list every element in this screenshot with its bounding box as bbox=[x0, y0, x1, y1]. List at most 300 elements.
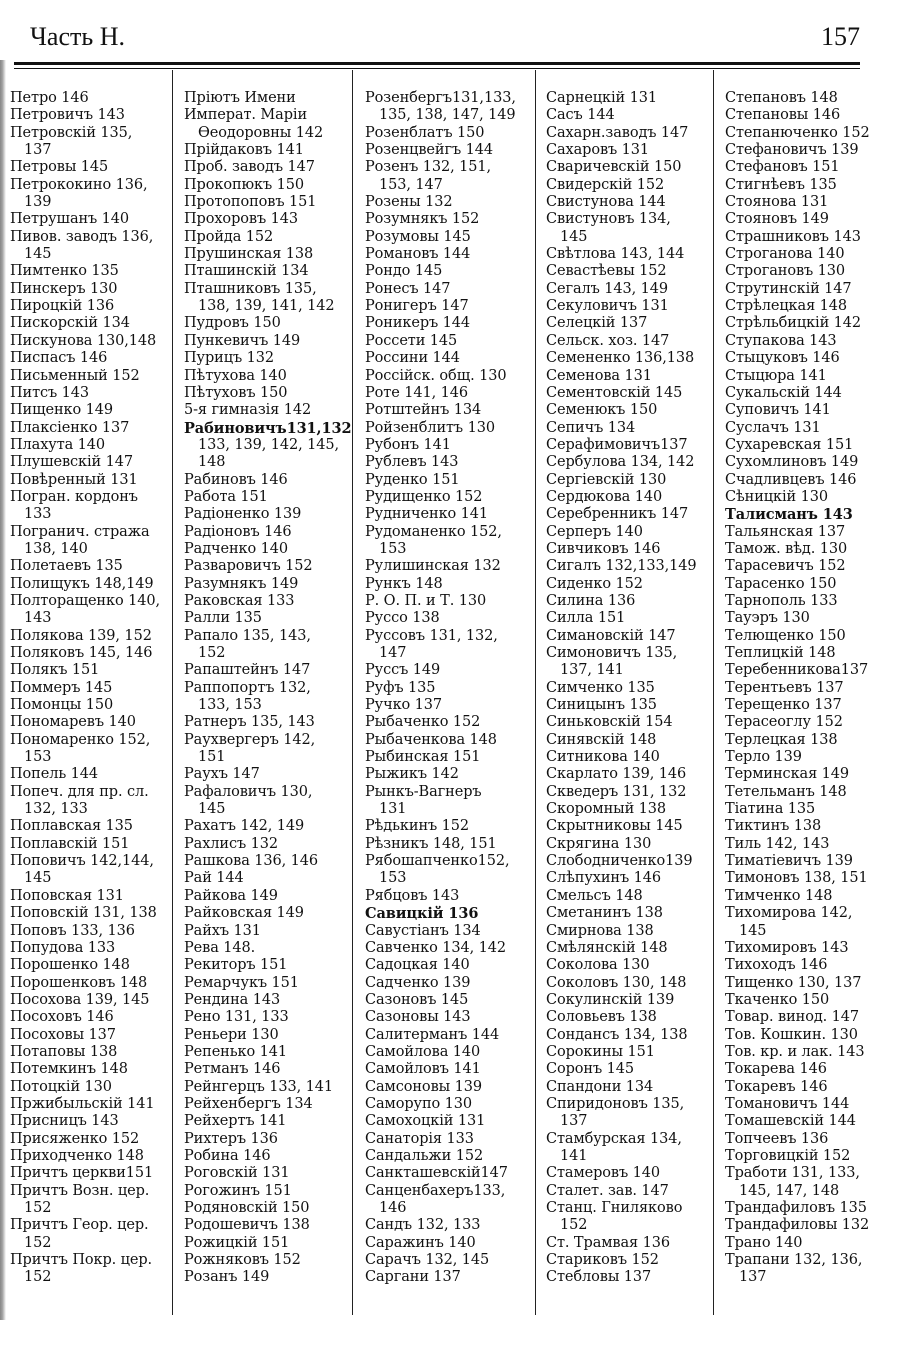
index-entry: 152 bbox=[560, 1217, 588, 1234]
index-entry: Ротштейнъ 134 bbox=[365, 402, 482, 419]
index-entry: Причтъ Геор. цер. bbox=[10, 1217, 149, 1234]
index-entry: Плушевскій 147 bbox=[10, 454, 133, 471]
index-entry: Тарнополь 133 bbox=[725, 592, 838, 609]
index-entry: Трано 140 bbox=[725, 1234, 803, 1251]
index-entry: Погранич. стража bbox=[10, 523, 150, 540]
index-entry: 139 bbox=[24, 194, 52, 211]
index-entry: Саргани 137 bbox=[365, 1269, 461, 1286]
index-entry: Ступакова 143 bbox=[725, 332, 837, 349]
index-entry: Смирнова 138 bbox=[546, 922, 654, 939]
index-entry: Садоцкая 140 bbox=[365, 957, 470, 974]
index-entry: Скрягина 130 bbox=[546, 835, 652, 852]
index-entry: Серебренникъ 147 bbox=[546, 506, 689, 523]
header-rule-thick bbox=[14, 62, 860, 65]
index-entry: 153 bbox=[379, 540, 407, 557]
index-entry: Сементовскій 145 bbox=[546, 384, 683, 401]
index-entry: Сербулова 134, 142 bbox=[546, 454, 695, 471]
index-entry: Петровичъ 143 bbox=[10, 107, 125, 124]
index-entry: Радіоновъ 146 bbox=[184, 523, 292, 540]
index-entry: Ройзенблитъ 130 bbox=[365, 419, 495, 436]
index-entry: Симоновичъ 135, bbox=[546, 645, 678, 661]
index-entry: Терещенко 137 bbox=[725, 697, 842, 714]
index-entry: Петровы 145 bbox=[10, 159, 109, 176]
index-entry: Ремарчукъ 151 bbox=[184, 974, 299, 991]
index-entry: Посохова 139, 145 bbox=[10, 991, 150, 1008]
index-entry: 145 bbox=[24, 870, 52, 887]
index-entry: Сталет. зав. 147 bbox=[546, 1182, 669, 1199]
index-entry: Разумнякъ 149 bbox=[184, 575, 299, 592]
index-entry: Причтъ Возн. цер. bbox=[10, 1182, 150, 1199]
index-entry: Савустіанъ 134 bbox=[365, 922, 481, 939]
index-entry: 132, 133 bbox=[24, 801, 88, 818]
index-entry: Серафимовичъ137 bbox=[546, 436, 688, 453]
index-entry: Тов. кр. и лак. 143 bbox=[725, 1043, 865, 1060]
index-entry: Синьковскій 154 bbox=[546, 714, 673, 731]
index-entry: Сигалъ 132,133,149 bbox=[546, 558, 697, 575]
index-entry: Сандальжи 152 bbox=[365, 1147, 484, 1164]
header-rule-thin bbox=[14, 68, 860, 69]
index-entry: Стрѣлецкая 148 bbox=[725, 298, 847, 315]
index-entry: Стебловы 137 bbox=[546, 1269, 652, 1286]
index-entry: Сондансъ 134, 138 bbox=[546, 1026, 688, 1043]
index-entry: 145 bbox=[24, 246, 52, 263]
index-entry: Россини 144 bbox=[365, 350, 460, 367]
index-entry: Роте 141, 146 bbox=[365, 384, 468, 401]
index-entry: Радіоненко 139 bbox=[184, 506, 302, 523]
index-entry: 137, 141 bbox=[560, 662, 624, 679]
index-entry: Рябцовъ 143 bbox=[365, 887, 460, 904]
index-entry: Рахлисъ 132 bbox=[184, 835, 278, 852]
index-entry: Пѣтуховъ 150 bbox=[184, 384, 288, 401]
index-entry: Степановъ 148 bbox=[725, 90, 838, 106]
index-entry: Рудниченко 141 bbox=[365, 506, 489, 523]
index-entry: Станц. Гниляково bbox=[546, 1200, 683, 1216]
index-entry: Райкова 149 bbox=[184, 887, 278, 904]
index-entry: Страшниковъ 143 bbox=[725, 228, 861, 245]
index-entry: Письменный 152 bbox=[10, 367, 140, 384]
index-entry: Соколовъ 130, 148 bbox=[546, 974, 687, 991]
index-entry: Свистунова 144 bbox=[546, 194, 666, 211]
index-entry: Поповъ 133, 136 bbox=[10, 922, 135, 939]
index-entry: Спиридоновъ 135, bbox=[546, 1095, 685, 1112]
index-entry: Трандафиловы 132 bbox=[725, 1217, 870, 1234]
index-entry: Ретманъ 146 bbox=[184, 1061, 281, 1078]
index-entry: Теребенникова137 bbox=[725, 662, 869, 679]
index-entry: Сахаровъ 131 bbox=[546, 142, 650, 159]
index-entry: 146 bbox=[379, 1200, 407, 1216]
index-entry: Секуловичъ 131 bbox=[546, 298, 669, 315]
index-entry: Тимченко 148 bbox=[725, 887, 833, 904]
index-entry: Рабиновъ 146 bbox=[184, 471, 288, 488]
index-entry: Полищукъ 148,149 bbox=[10, 575, 154, 592]
index-entry: Севастѣевы 152 bbox=[546, 263, 667, 280]
index-entry: 153 bbox=[379, 870, 407, 887]
index-entry: Пройда 152 bbox=[184, 228, 274, 245]
index-column-4 bbox=[546, 90, 712, 1287]
index-entry: 133, 139, 142, 145, bbox=[198, 436, 340, 453]
index-entry: 153, 147 bbox=[379, 176, 443, 193]
index-entry: Трандафиловъ 135 bbox=[725, 1200, 867, 1216]
index-entry: Райхъ 131 bbox=[184, 922, 261, 939]
index-entry: Стыцюра 141 bbox=[725, 367, 827, 384]
index-entry: Повѣренный 131 bbox=[10, 471, 138, 488]
index-entry: Тарасевичъ 152 bbox=[725, 558, 846, 575]
index-entry: Писпасъ 146 bbox=[10, 350, 108, 367]
index-entry: Тетельманъ 148 bbox=[725, 783, 847, 800]
index-entry: Россійск. общ. 130 bbox=[365, 367, 507, 384]
index-entry: Ратнеръ 135, 143 bbox=[184, 714, 315, 731]
index-entry: Рихтеръ 136 bbox=[184, 1130, 278, 1147]
index-entry: Потаповы 138 bbox=[10, 1043, 118, 1060]
index-entry: Ронесъ 147 bbox=[365, 280, 451, 297]
index-entry: Рейхенбергъ 134 bbox=[184, 1095, 313, 1112]
index-entry: Стоянова 131 bbox=[725, 194, 829, 211]
index-entry: Самохоцкій 131 bbox=[365, 1113, 486, 1130]
index-entry: Пташниковъ 135, bbox=[184, 280, 317, 297]
index-entry: Ронигеръ 147 bbox=[365, 298, 469, 315]
index-entry: Сиденко 152 bbox=[546, 575, 643, 592]
index-entry: Тауэръ 130 bbox=[725, 610, 810, 627]
index-entry: Розенцвейгъ 144 bbox=[365, 142, 493, 159]
index-entry: Счадливцевъ 146 bbox=[725, 471, 857, 488]
index-entry: Рейнгерцъ 133, 141 bbox=[184, 1078, 334, 1095]
index-entry: Стефановъ 151 bbox=[725, 159, 840, 176]
index-entry: Рено 131, 133 bbox=[184, 1009, 289, 1026]
index-entry: Руфъ 135 bbox=[365, 679, 436, 696]
index-entry: Сазоновъ 145 bbox=[365, 991, 469, 1008]
index-entry: Симановскій 147 bbox=[546, 627, 676, 644]
index-entry: Розумовы 145 bbox=[365, 228, 471, 245]
index-entry: Пономаревъ 140 bbox=[10, 714, 136, 731]
index-entry: Ручко 137 bbox=[365, 697, 443, 714]
index-entry: Терлецкая 138 bbox=[725, 731, 838, 748]
column-divider bbox=[172, 70, 173, 1315]
index-entry: Раухвергеръ 142, bbox=[184, 731, 316, 748]
index-entry: Тальянская 137 bbox=[725, 523, 846, 540]
index-entry: Тработи 131, 133, bbox=[725, 1165, 860, 1182]
index-entry: 133, 153 bbox=[198, 697, 262, 714]
index-entry: Петро 146 bbox=[10, 90, 89, 106]
index-entry: Пудровъ 150 bbox=[184, 315, 281, 332]
index-entry: Пѣтухова 140 bbox=[184, 367, 287, 384]
index-entry: Степановы 146 bbox=[725, 107, 841, 124]
index-entry: Строганова 140 bbox=[725, 246, 845, 263]
index-entry: Тарасенко 150 bbox=[725, 575, 837, 592]
index-entry: Ткаченко 150 bbox=[725, 991, 830, 1008]
index-entry: Сарачъ 132, 145 bbox=[365, 1252, 490, 1269]
index-entry: Рожицкій 151 bbox=[184, 1234, 290, 1251]
index-entry: Романовъ 144 bbox=[365, 246, 471, 263]
index-entry: Посоховы 137 bbox=[10, 1026, 116, 1043]
index-entry: Рафаловичъ 130, bbox=[184, 783, 313, 800]
index-entry: Свидерскій 152 bbox=[546, 176, 665, 193]
index-entry: Родошевичъ 138 bbox=[184, 1217, 310, 1234]
index-entry: Роникеръ 144 bbox=[365, 315, 471, 332]
index-entry: Салитерманъ 144 bbox=[365, 1026, 500, 1043]
index-entry: Синицынъ 135 bbox=[546, 697, 657, 714]
index-entry: 148 bbox=[198, 454, 226, 471]
index-entry: Рондо 145 bbox=[365, 263, 443, 280]
index-entry: Сукальскій 144 bbox=[725, 384, 842, 401]
index-entry: Суповичъ 141 bbox=[725, 402, 831, 419]
index-entry: Терло 139 bbox=[725, 749, 802, 766]
index-entry: Работа 151 bbox=[184, 488, 268, 505]
index-entry: Сепичъ 134 bbox=[546, 419, 636, 436]
index-entry: Соронъ 145 bbox=[546, 1061, 635, 1078]
index-entry: Порошенковъ 148 bbox=[10, 974, 148, 991]
index-entry: Розенбергъ131,133, bbox=[365, 90, 516, 106]
index-entry: Рѣдькинъ 152 bbox=[365, 818, 470, 835]
index-entry: Рогожинъ 151 bbox=[184, 1182, 292, 1199]
index-entry: Прушинская 138 bbox=[184, 246, 314, 263]
index-entry: Руссо 138 bbox=[365, 610, 440, 627]
index-entry: Попель 144 bbox=[10, 766, 99, 783]
index-entry: 133 bbox=[24, 506, 52, 523]
index-entry: Рендина 143 bbox=[184, 991, 281, 1008]
index-entry: Рудоманенко 152, bbox=[365, 523, 502, 540]
index-entry: Пимтенко 135 bbox=[10, 263, 119, 280]
index-entry: 145, 147, 148 bbox=[739, 1182, 840, 1199]
index-entry: 145 bbox=[739, 922, 767, 939]
index-entry: Пташинскій 134 bbox=[184, 263, 309, 280]
index-entry: Прійдаковъ 141 bbox=[184, 142, 304, 159]
index-entry: Санаторія 133 bbox=[365, 1130, 474, 1147]
index-column-3 bbox=[365, 90, 533, 1287]
index-entry: Телющенко 150 bbox=[725, 627, 846, 644]
index-entry: Пункевичъ 149 bbox=[184, 332, 301, 349]
index-entry: Токаревъ 146 bbox=[725, 1078, 828, 1095]
index-entry: Стрѣльбицкій 142 bbox=[725, 315, 862, 332]
index-entry: Стефановичъ 139 bbox=[725, 142, 859, 159]
index-entry: Самойлова 140 bbox=[365, 1043, 481, 1060]
index-entry: Рыбаченкова 148 bbox=[365, 731, 497, 748]
column-divider bbox=[713, 70, 714, 1315]
index-entry: 131 bbox=[379, 801, 407, 818]
index-entry: Тіатина 135 bbox=[725, 801, 816, 818]
index-entry: Поляковъ 145, 146 bbox=[10, 645, 153, 661]
index-entry: Рублевъ 143 bbox=[365, 454, 459, 471]
index-entry: Скоромный 138 bbox=[546, 801, 667, 818]
index-entry: Рынкъ-Вагнеръ bbox=[365, 783, 482, 800]
index-entry: Товар. винод. 147 bbox=[725, 1009, 860, 1026]
index-entry: Присницъ 143 bbox=[10, 1113, 119, 1130]
index-entry: Селецкій 137 bbox=[546, 315, 648, 332]
index-entry: Радченко 140 bbox=[184, 540, 289, 557]
index-entry: 137 bbox=[739, 1269, 767, 1286]
index-entry: Сасъ 144 bbox=[546, 107, 615, 124]
index-entry: 141 bbox=[560, 1147, 588, 1164]
index-entry: Руденко 151 bbox=[365, 471, 460, 488]
index-entry: Тихомировъ 143 bbox=[725, 939, 849, 956]
index-entry: Ѳеодоровны 142 bbox=[198, 124, 324, 141]
index-entry: Садченко 139 bbox=[365, 974, 471, 991]
index-entry: Раппопортъ 132, bbox=[184, 679, 311, 696]
index-entry: 5-я гимназія 142 bbox=[184, 402, 312, 419]
index-entry: Стояновъ 149 bbox=[725, 211, 829, 228]
index-entry: Пурицъ 132 bbox=[184, 350, 274, 367]
index-entry: Родяновскій 150 bbox=[184, 1200, 310, 1216]
index-entry: Поплавскій 151 bbox=[10, 835, 130, 852]
index-entry: Семенюкъ 150 bbox=[546, 402, 658, 419]
index-entry: Плаксіенко 137 bbox=[10, 419, 130, 436]
index-entry: Терминская 149 bbox=[725, 766, 850, 783]
index-entry: Попеч. для пр. сл. bbox=[10, 783, 149, 800]
index-entry: Спандони 134 bbox=[546, 1078, 654, 1095]
index-entry: Томановичъ 144 bbox=[725, 1095, 850, 1112]
index-entry: Сѣницкій 130 bbox=[725, 488, 828, 505]
index-entry: Порошенко 148 bbox=[10, 957, 130, 974]
index-entry: Смѣлянскій 148 bbox=[546, 939, 668, 956]
index-entry: Трапани 132, 136, bbox=[725, 1252, 863, 1269]
index-entry: Серперъ 140 bbox=[546, 523, 643, 540]
index-entry: Сазоновы 143 bbox=[365, 1009, 471, 1026]
index-entry: Тихоходъ 146 bbox=[725, 957, 828, 974]
index-entry: Сельск. хоз. 147 bbox=[546, 332, 670, 349]
index-entry: Роговскій 131 bbox=[184, 1165, 290, 1182]
index-entry: Пивов. заводъ 136, bbox=[10, 228, 154, 245]
index-entry: Ст. Трамвая 136 bbox=[546, 1234, 670, 1251]
index-entry: Теплицкій 148 bbox=[725, 645, 836, 661]
index-entry: Питсъ 143 bbox=[10, 384, 90, 401]
index-entry: 138, 139, 141, 142 bbox=[198, 298, 335, 315]
index-entry: Рожняковъ 152 bbox=[184, 1252, 301, 1269]
index-entry: Свѣтлова 143, 144 bbox=[546, 246, 685, 263]
index-entry: Рулишинская 132 bbox=[365, 558, 501, 575]
index-entry: 152 bbox=[24, 1234, 52, 1251]
index-entry: Томашевскій 144 bbox=[725, 1113, 856, 1130]
index-entry: 152 bbox=[24, 1269, 52, 1286]
index-entry: Розены 132 bbox=[365, 194, 453, 211]
index-entry: Плахута 140 bbox=[10, 436, 106, 453]
column-divider bbox=[535, 70, 536, 1315]
index-entry: Поповскій 131, 138 bbox=[10, 905, 157, 922]
index-entry: Робина 146 bbox=[184, 1147, 271, 1164]
index-entry: Семенова 131 bbox=[546, 367, 652, 384]
index-entry: Рябошапченко152, bbox=[365, 853, 510, 870]
index-entry: Рабиновичъ131,132 bbox=[184, 419, 352, 437]
index-entry: Соловьевъ 138 bbox=[546, 1009, 657, 1026]
index-entry: Токарева 146 bbox=[725, 1061, 827, 1078]
index-entry: Рапало 135, 143, bbox=[184, 627, 311, 644]
index-entry: Потоцкій 130 bbox=[10, 1078, 112, 1095]
index-entry: Петрококино 136, bbox=[10, 176, 148, 193]
index-entry: Тамож. вѣд. 130 bbox=[725, 540, 848, 557]
index-entry: Степанюченко 152 bbox=[725, 124, 870, 141]
index-entry: 143 bbox=[24, 610, 52, 627]
index-entry: Торговицкій 152 bbox=[725, 1147, 851, 1164]
index-entry: 137 bbox=[24, 142, 52, 159]
index-entry: Стамеровъ 140 bbox=[546, 1165, 661, 1182]
index-entry: Соколова 130 bbox=[546, 957, 650, 974]
index-entry: Пріютъ Имени bbox=[184, 90, 296, 106]
index-entry: Тищенко 130, 137 bbox=[725, 974, 862, 991]
index-entry: Стигнѣевъ 135 bbox=[725, 176, 837, 193]
index-entry: Санценбахеръ133, bbox=[365, 1182, 506, 1199]
index-entry: Императ. Маріи bbox=[184, 107, 308, 124]
index-entry: Потемкинъ 148 bbox=[10, 1061, 128, 1078]
index-entry: Прохоровъ 143 bbox=[184, 211, 298, 228]
index-entry: Ралли 135 bbox=[184, 610, 262, 627]
index-entry: Полторащенко 140, bbox=[10, 592, 160, 609]
index-entry: Рудищенко 152 bbox=[365, 488, 483, 505]
index-entry: Полетаевъ 135 bbox=[10, 558, 123, 575]
index-entry: Приходченко 148 bbox=[10, 1147, 144, 1164]
index-column-1 bbox=[10, 90, 170, 1287]
index-entry: 147 bbox=[379, 645, 407, 661]
index-entry: Терентьевъ 137 bbox=[725, 679, 844, 696]
index-entry: Репенько 141 bbox=[184, 1043, 288, 1060]
index-entry: Рай 144 bbox=[184, 870, 244, 887]
index-entry: Рубонъ 141 bbox=[365, 436, 451, 453]
index-entry: Сорокины 151 bbox=[546, 1043, 655, 1060]
index-entry: Посоховъ 146 bbox=[10, 1009, 114, 1026]
index-entry: Сухомлиновъ 149 bbox=[725, 454, 859, 471]
index-entry: Скрытниковы 145 bbox=[546, 818, 683, 835]
index-entry: Топчеевъ 136 bbox=[725, 1130, 829, 1147]
page-binding-edge bbox=[0, 60, 6, 1320]
index-entry: Сметанинъ 138 bbox=[546, 905, 663, 922]
index-entry: Рыбинская 151 bbox=[365, 749, 481, 766]
index-entry: Рыжикъ 142 bbox=[365, 766, 459, 783]
index-entry: Розенблатъ 150 bbox=[365, 124, 485, 141]
index-entry: Слободниченко139 bbox=[546, 853, 693, 870]
index-entry: Терасеоглу 152 bbox=[725, 714, 843, 731]
index-entry: Сарнецкій 131 bbox=[546, 90, 657, 106]
index-entry: Р. О. П. и Т. 130 bbox=[365, 592, 487, 609]
index-entry: Семененко 136,138 bbox=[546, 350, 695, 367]
index-entry: Причтъ церкви151 bbox=[10, 1165, 154, 1182]
index-entry: Попудова 133 bbox=[10, 939, 116, 956]
index-entry: Прокопюкъ 150 bbox=[184, 176, 305, 193]
column-divider bbox=[352, 70, 353, 1315]
index-entry: Самойловъ 141 bbox=[365, 1061, 481, 1078]
index-entry: Тиктинъ 138 bbox=[725, 818, 822, 835]
index-entry: Савицкій 136 bbox=[365, 905, 479, 923]
index-entry: Рѣзникъ 148, 151 bbox=[365, 835, 497, 852]
page-header bbox=[30, 22, 860, 62]
index-entry: Рыбаченко 152 bbox=[365, 714, 481, 731]
index-entry: Поплавская 135 bbox=[10, 818, 133, 835]
index-entry: Рекиторъ 151 bbox=[184, 957, 288, 974]
index-entry: Раковская 133 bbox=[184, 592, 295, 609]
index-entry: Пономаренко 152, bbox=[10, 731, 151, 748]
index-column-2 bbox=[184, 90, 350, 1287]
index-entry: Пискорскій 134 bbox=[10, 315, 130, 332]
index-entry: Стыцуковъ 146 bbox=[725, 350, 840, 367]
index-entry: Розумнякъ 152 bbox=[365, 211, 480, 228]
index-entry: Рева 148. bbox=[184, 939, 256, 956]
index-entry: Поповичъ 142,144, bbox=[10, 853, 154, 870]
index-entry: Силла 151 bbox=[546, 610, 626, 627]
index-entry: Пироцкій 136 bbox=[10, 298, 115, 315]
index-entry: Тихомирова 142, bbox=[725, 905, 853, 922]
section-title: Часть Н. bbox=[30, 22, 125, 51]
index-entry: Петровскій 135, bbox=[10, 124, 133, 141]
index-entry: Слѣпухинъ 146 bbox=[546, 870, 661, 887]
index-entry: Саморупо 130 bbox=[365, 1095, 473, 1112]
index-entry: Поммеръ 145 bbox=[10, 679, 113, 696]
index-entry: Пржибыльскій 141 bbox=[10, 1095, 155, 1112]
index-entry: 145 bbox=[560, 228, 588, 245]
index-entry: Сердюкова 140 bbox=[546, 488, 663, 505]
index-entry: Стариковъ 152 bbox=[546, 1252, 659, 1269]
index-entry: Сергіевскій 130 bbox=[546, 471, 667, 488]
index-entry: Рейхертъ 141 bbox=[184, 1113, 287, 1130]
index-entry: Полякова 139, 152 bbox=[10, 627, 152, 644]
index-entry: Пищенко 149 bbox=[10, 402, 114, 419]
index-entry: Погран. кордонъ bbox=[10, 488, 138, 505]
index-entry: Тов. Кошкин. 130 bbox=[725, 1026, 858, 1043]
